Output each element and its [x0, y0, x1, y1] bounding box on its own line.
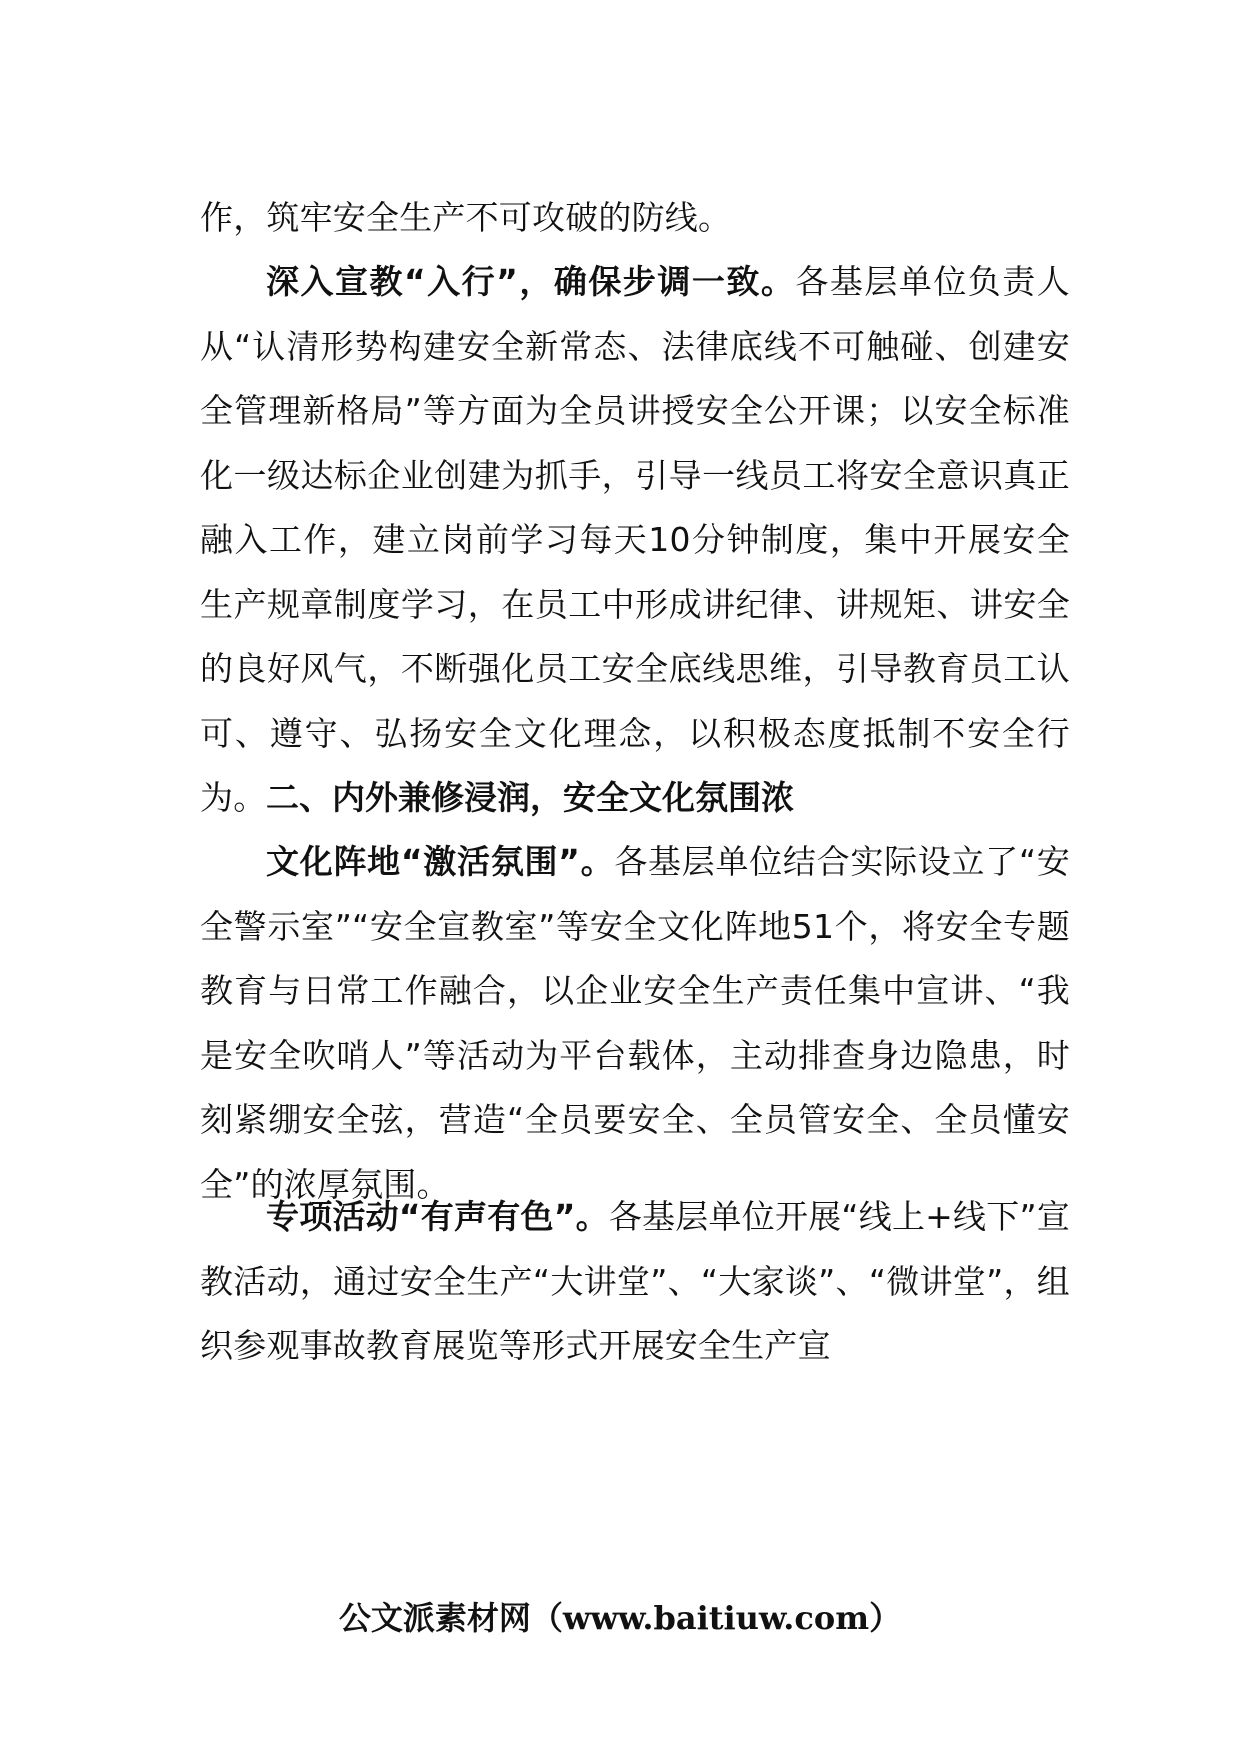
page-footer: 公文派素材网（www.baitiuw.com）	[338, 1599, 902, 1637]
paragraph-text: 各基层单位开展“线上+线下”宣教活动，通过安全生产“大讲堂”、“大家谈”、“微讲堂”，组织参观事故教育展览等形式开展安全生产宣	[200, 1197, 1071, 1365]
paragraph-text: 作，筑牢安全生产不可攻破的防线。	[200, 198, 732, 237]
paragraph-text: 各基层单位负责人从“认清形势构建安全新常态、法律底线不可触碰、创建安全管理新格局”等方面为全员讲授安全公开课；以安全标准化一级达标企业创建为抓手，引导一线员工将安全意识真正融入工作，建立岗前学习每天10分钟制度，集中开展安全生产规章制度学习，在员工中形成讲纪律、讲规矩、讲安全的良好风气，不断强化员工安全底线思维，引导教育员工认可、遵守、弘扬安全文化理念，以积极态度抵制不安全行为。	[200, 262, 1071, 817]
paragraph-lead: 深入宣教“入行”，确保步调一致。	[266, 262, 796, 301]
paragraph-text: 各基层单位结合实际设立了“安全警示室”“安全宣教室”等安全文化阵地51个，将安全专题教育与日常工作融合，以企业安全生产责任集中宣讲、“我是安全吹哨人”等活动为平台载体，主动排查身边隐患，时刻紧绷安全弦，营造“全员要安全、全员管安全、全员懂安全”的浓厚氛围。	[200, 842, 1071, 1204]
paragraph-special-activities	[200, 1185, 1070, 1379]
paragraph-continuation	[200, 186, 1070, 251]
paragraph-culture-front	[200, 830, 1070, 1217]
section-heading: 二、内外兼修浸润，安全文化氛围浓	[266, 778, 794, 817]
paragraph-lead: 文化阵地“激活氛围”。	[266, 842, 615, 881]
paragraph-deep-education	[200, 250, 1070, 831]
paragraph-lead: 专项活动“有声有色”。	[266, 1197, 609, 1236]
